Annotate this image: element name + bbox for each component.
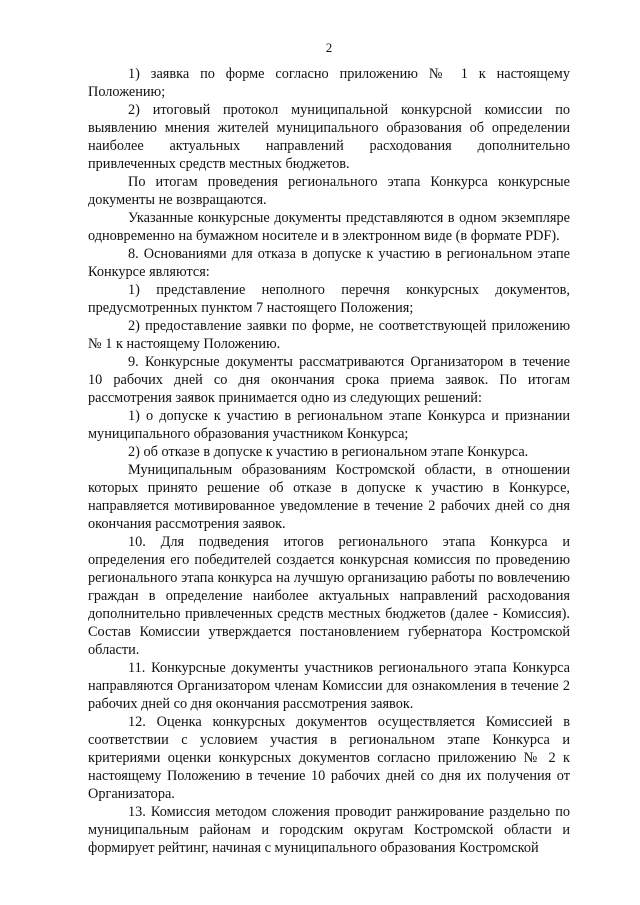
paragraph-item-1: 1) заявка по форме согласно приложению № 1 к настоящему Положению; xyxy=(88,66,570,100)
paragraph-section-11: 11. Конкурсные документы участников регионального этапа Конкурса направляются Организатором членам Комиссии для ознакомления в течение 2 рабочих дней со дня окончания рассмотрения заявок. xyxy=(88,660,570,712)
paragraph-section-9-item-1: 1) о допуске к участию в региональном этапе Конкурса и признании муниципального образования участником Конкурса; xyxy=(88,408,570,442)
paragraph-section-8-item-1: 1) представление неполного перечня конкурсных документов, предусмотренных пунктом 7 настоящего Положения; xyxy=(88,282,570,316)
paragraph-section-8: 8. Основаниями для отказа в допуске к участию в региональном этапе Конкурсе являются: xyxy=(88,246,570,280)
paragraph-section-12: 12. Оценка конкурсных документов осуществляется Комиссией в соответствии с условием участия в региональном этапе Конкурса и критериями оценки конкурсных документов согласно приложению № 2 к настоящему Положению в течение 10 рабочих дней со дня их получения от Организатора. xyxy=(88,714,570,802)
paragraph-section-9: 9. Конкурсные документы рассматриваются Организатором в течение 10 рабочих дней со дня окончания срока приема заявок. По итогам рассмотрения заявок принимается одно из следующих решений: xyxy=(88,354,570,406)
page-number: 2 xyxy=(325,40,333,55)
paragraph-submission-format: Указанные конкурсные документы представляются в одном экземпляре одновременно на бумажном носителе и в электронном виде (в формате PDF). xyxy=(88,210,570,244)
paragraph-section-10: 10. Для подведения итогов регионального этапа Конкурса и определения его победителей создается конкурсная комиссия по проведению регионального этапа конкурса на лучшую организацию работы по вовлечению граждан в определение наиболее актуальных направлений расходования дополнительно привлеченных средств местных бюджетов (далее - Комиссия). Состав Комиссии утверждается постановлением губернатора Костромской области. xyxy=(88,534,570,658)
paragraph-refusal-notice: Муниципальным образованиям Костромской области, в отношении которых принято решение об отказе в допуске к участию в Конкурсе, направляется мотивированное уведомление в течение 2 рабочих дней со дня окончания рассмотрения заявок. xyxy=(88,462,570,532)
paragraph-section-8-item-2: 2) предоставление заявки по форме, не соответствующей приложению № 1 к настоящему Положению. xyxy=(88,318,570,352)
paragraph-item-2: 2) итоговый протокол муниципальной конкурсной комиссии по выявлению мнения жителей муниципального образования об определении наиболее актуальных направлений расходования дополнительно привлеченных средств местных бюджетов. xyxy=(88,102,570,172)
document-body xyxy=(88,65,570,857)
paragraph-section-13: 13. Комиссия методом сложения проводит ранжирование раздельно по муниципальным районам и городским округам Костромской области и формирует рейтинг, начиная с муниципального образования Костромской xyxy=(88,804,570,856)
paragraph-results: По итогам проведения регионального этапа Конкурса конкурсные документы не возвращаются. xyxy=(88,174,570,208)
paragraph-section-9-item-2: 2) об отказе в допуске к участию в региональном этапе Конкурса. xyxy=(128,444,529,460)
